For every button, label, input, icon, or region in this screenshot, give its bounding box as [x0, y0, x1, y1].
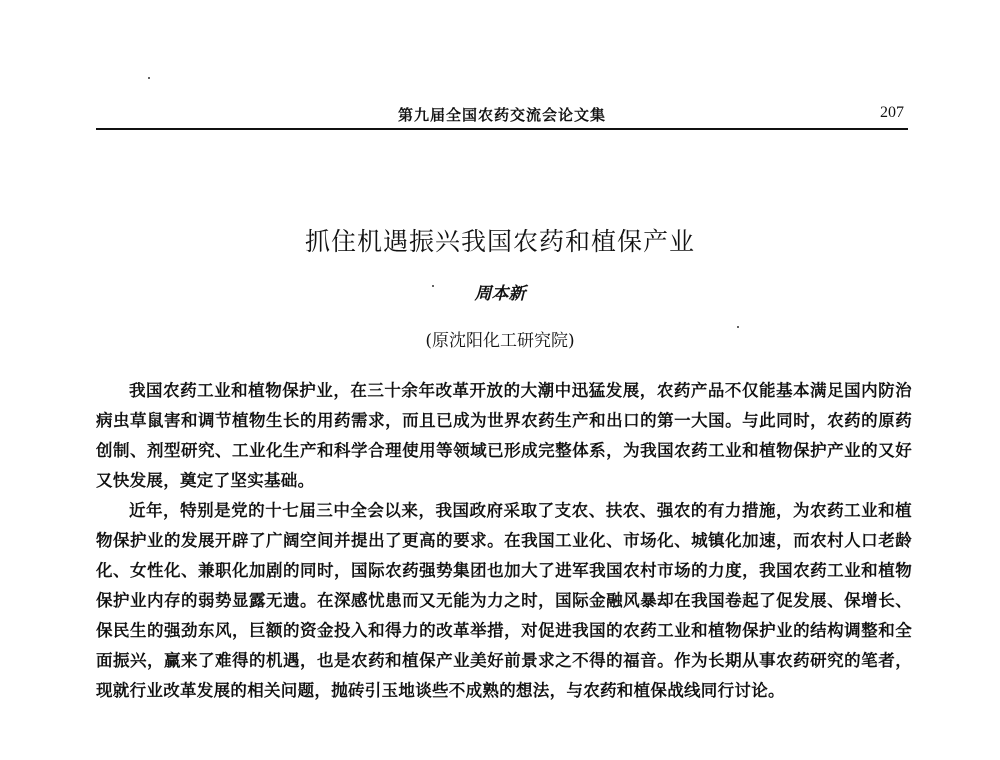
header-rule [96, 128, 908, 130]
header-title: 第九届全国农药交流会论文集 [397, 106, 606, 124]
paragraph: 我国农药工业和植物保护业，在三十余年改革开放的大潮中迅猛发展，农药产品不仅能基本满足国内防治病虫草鼠害和调节植物生长的用药需求，而且已成为世界农药生产和出口的第一大国。与此同时，农药的原药创制、剂型研究、工业化生产和科学合理使用等领域已形成完整体系，为我国农药工业和植物保护产业的又好又快发展，奠定了坚实基础。 [96, 381, 912, 490]
paper-title: 抓住机遇振兴我国农药和植保产业 [304, 227, 695, 256]
paragraph: 近年，特别是党的十七届三中全会以来，我国政府采取了支农、扶农、强农的有力措施，为农药工业和植物保护业的发展开辟了广阔空间并提出了更高的要求。在我国工业化、市场化、城镇化加速，而农村人口老龄化、女性化、兼职化加剧的同时，国际农药强势集团也加大了进军我国农村市场的力度，我国农药工业和植物保护业内存的弱势显露无遗。在深感忧患而又无能为力之时，国际金融风暴却在我国卷起了促发展、保增长、保民生的强劲东风，巨额的资金投入和得力的改革举措，对促进我国的农药工业和植物保护业的结构调整和全面振兴，赢来了难得的机遇，也是农药和植保产业美好前景求之不得的福音。作为长期从事农药研究的笔者，现就行业改革发展的相关问题，抛砖引玉地谈些不成熟的想法，与农药和植保战线同行讨论。 [96, 501, 912, 700]
running-header [96, 104, 908, 128]
page-number: 207 [880, 104, 904, 121]
scan-speck [148, 77, 150, 79]
author-affiliation: (原沈阳化工研究院) [425, 331, 575, 351]
author-name: 周本新 [474, 284, 526, 304]
article-body [96, 376, 912, 706]
